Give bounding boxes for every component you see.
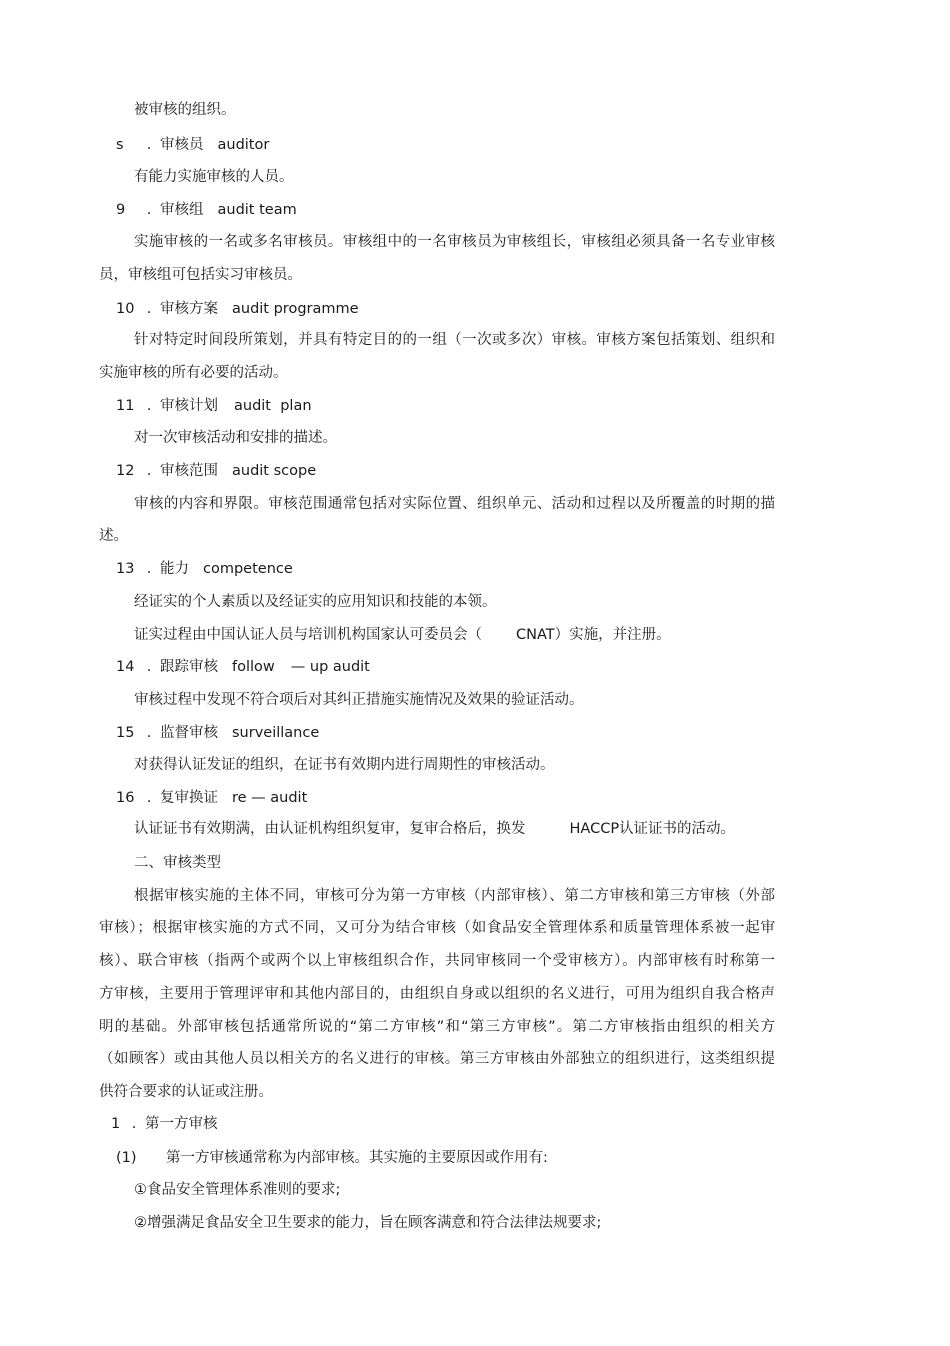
term-heading-16: 16 . 复审换证 re — audit — [116, 790, 308, 806]
term-definition-cont: 述。 — [99, 528, 128, 544]
paragraph-line: 核）、联合审核（指两个或两个以上审核组织合作，共同审核同一个受审核方）。内部审核有时称第一 — [99, 953, 775, 969]
term-heading-8: s . 审核员 auditor — [116, 137, 270, 153]
term-heading-12: 12 . 审核范围 audit scope — [116, 463, 317, 479]
paragraph-line: 供符合要求的认证或注册。 — [99, 1084, 273, 1100]
term-definition-cont: 员，审核组可包括实习审核员。 — [99, 267, 302, 283]
term-definition: 审核过程中发现不符合项后对其纠正措施实施情况及效果的验证活动。 — [134, 692, 584, 708]
numbered-item: (1) 第一方审核通常称为内部审核。其实施的主要原因或作用有: — [116, 1150, 548, 1166]
term-definition-cont: 实施审核的所有必要的活动。 — [99, 365, 288, 381]
paragraph-line: 根据审核实施的主体不同，审核可分为第一方审核（内部审核）、第二方审核和第三方审核（外部 — [134, 888, 775, 904]
term-heading-9: 9 . 审核组 audit team — [116, 202, 297, 218]
term-definition: 经证实的个人素质以及经证实的应用知识和技能的本领。 — [134, 594, 497, 610]
paragraph-line: 明的基础。外部审核包括通常所说的“第二方审核”和“第三方审核”。第二方审核指由组织的相关方 — [99, 1019, 775, 1035]
paragraph-line: 审核）；根据审核实施的方式不同，又可分为结合审核（如食品安全管理体系和质量管理体系被一起审 — [99, 920, 775, 936]
term-definition: 审核的内容和界限。审核范围通常包括对实际位置、组织单元、活动和过程以及所覆盖的时期的描 — [134, 496, 775, 512]
text-line: 被审核的组织。 — [134, 102, 236, 118]
list-item: ②增强满足食品安全卫生要求的能力，旨在顾客满意和符合法律法规要求; — [134, 1215, 602, 1231]
term-heading-10: 10 . 审核方案 audit programme — [116, 301, 359, 317]
term-definition: 认证证书有效期满，由认证机构组织复审，复审合格后，换发 HACCP认证证书的活动。 — [134, 821, 736, 837]
paragraph-line: 方审核，主要用于管理评审和其他内部目的，由组织自身或以组织的名义进行，可用为组织自我合格声 — [99, 986, 775, 1002]
subsection-heading: 1 . 第一方审核 — [111, 1116, 218, 1132]
term-definition: 实施审核的一名或多名审核员。审核组中的一名审核员为审核组长，审核组必须具备一名专业审核 — [134, 234, 775, 250]
term-definition: 对一次审核活动和安排的描述。 — [134, 430, 337, 446]
section-heading: 二、审核类型 — [134, 855, 221, 871]
list-item: ①食品安全管理体系准则的要求; — [134, 1182, 341, 1198]
term-definition: 证实过程由中国认证人员与培训机构国家认可委员会（ CNAT）实施，并注册。 — [134, 627, 671, 643]
term-heading-13: 13 . 能力 competence — [116, 561, 293, 577]
paragraph-line: （如顾客）或由其他人员以相关方的名义进行的审核。第三方审核由外部独立的组织进行，这类组织提 — [99, 1051, 775, 1067]
term-heading-14: 14 . 跟踪审核 follow — up audit — [116, 659, 370, 675]
term-definition: 有能力实施审核的人员。 — [134, 169, 294, 185]
term-definition: 对获得认证发证的组织，在证书有效期内进行周期性的审核活动。 — [134, 757, 555, 773]
term-heading-11: 11 . 审核计划 audit plan — [116, 398, 312, 414]
term-definition: 针对特定时间段所策划，并具有特定目的的一组（一次或多次）审核。审核方案包括策划、组织和 — [134, 332, 775, 348]
term-heading-15: 15 . 监督审核 surveillance — [116, 725, 320, 741]
